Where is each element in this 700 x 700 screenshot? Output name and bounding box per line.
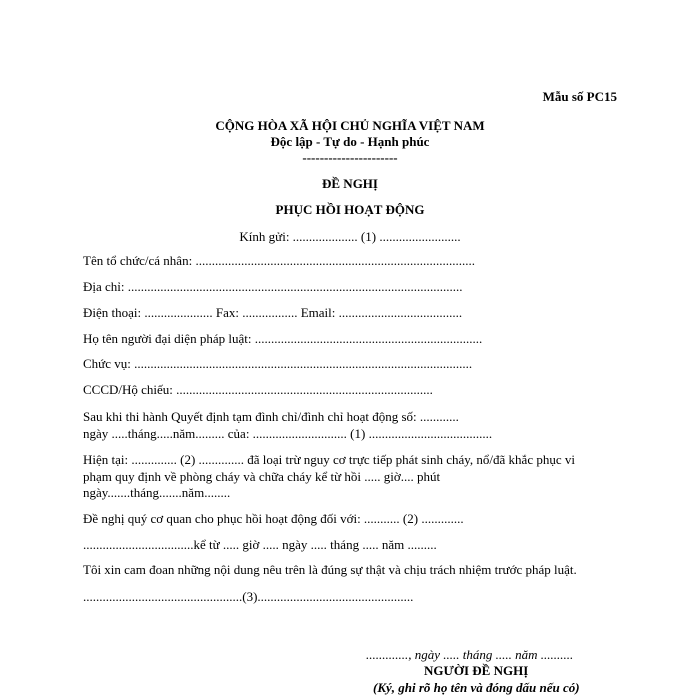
- document-title: ĐỀ NGHỊ: [322, 176, 378, 191]
- document-subtitle: PHỤC HỒI HOẠT ĐỘNG: [275, 202, 425, 217]
- current-status-line-2: phạm quy định về phòng cháy và chữa cháy kể từ hồi ..... giờ.... phút: [83, 469, 441, 484]
- position-field: Chức vụ: ........................................................................................................: [83, 356, 473, 371]
- country-name: CỘNG HÒA XÃ HỘI CHỦ NGHĨA VIỆT NAM: [215, 118, 485, 133]
- decision-paragraph-line-2: ngày .....tháng.....năm......... của: ............................. (1) ......................................: [83, 426, 493, 441]
- form-code: Mẫu số PC15: [542, 89, 617, 104]
- commitment-statement: Tôi xin cam đoan những nội dung nêu trên là đúng sự thật và chịu trách nhiệm trước pháp luật.: [83, 562, 577, 577]
- representative-field: Họ tên người đại diện pháp luật: ......................................................................: [83, 331, 483, 346]
- request-line-2: ..................................kể từ ..... giờ ..... ngày ..... tháng ..... năm .........: [83, 537, 437, 552]
- current-status-line-3: ngày.......tháng.......năm........: [83, 485, 231, 500]
- signature-note: (Ký, ghi rõ họ tên và đóng dấu nếu có): [373, 680, 580, 695]
- id-card-field: CCCD/Hộ chiếu: ...............................................................................: [83, 382, 433, 397]
- current-status-line-1: Hiện tại: .............. (2) .............. đã loại trừ nguy cơ trực tiếp phát sinh cháy, nổ/đã khắc phục vi: [83, 452, 575, 467]
- header-divider: ----------------------: [302, 150, 398, 165]
- national-motto: Độc lập - Tự do - Hạnh phúc: [270, 134, 430, 149]
- request-line-1: Đề nghị quý cơ quan cho phục hồi hoạt động đối với: ........... (2) .............: [83, 511, 464, 526]
- phone-fax-email-field: Điện thoại: ..................... Fax: ................. Email: ......................................: [83, 305, 463, 320]
- signer-role: NGƯỜI ĐỀ NGHỊ: [424, 663, 529, 678]
- recipient-line: Kính gửi: .................... (1) .........................: [239, 229, 461, 244]
- decision-paragraph-line-1: Sau khi thi hành Quyết định tạm đình chỉ/đình chỉ hoạt động số: ............: [83, 409, 459, 424]
- signoff-line: .................................................(3)................................................: [83, 589, 414, 604]
- address-field: Địa chỉ: .......................................................................................................: [83, 279, 463, 294]
- org-name-field: Tên tổ chức/cá nhân: ......................................................................................: [83, 253, 475, 268]
- signature-date-line: ............., ngày ..... tháng ..... năm ..........: [366, 647, 574, 662]
